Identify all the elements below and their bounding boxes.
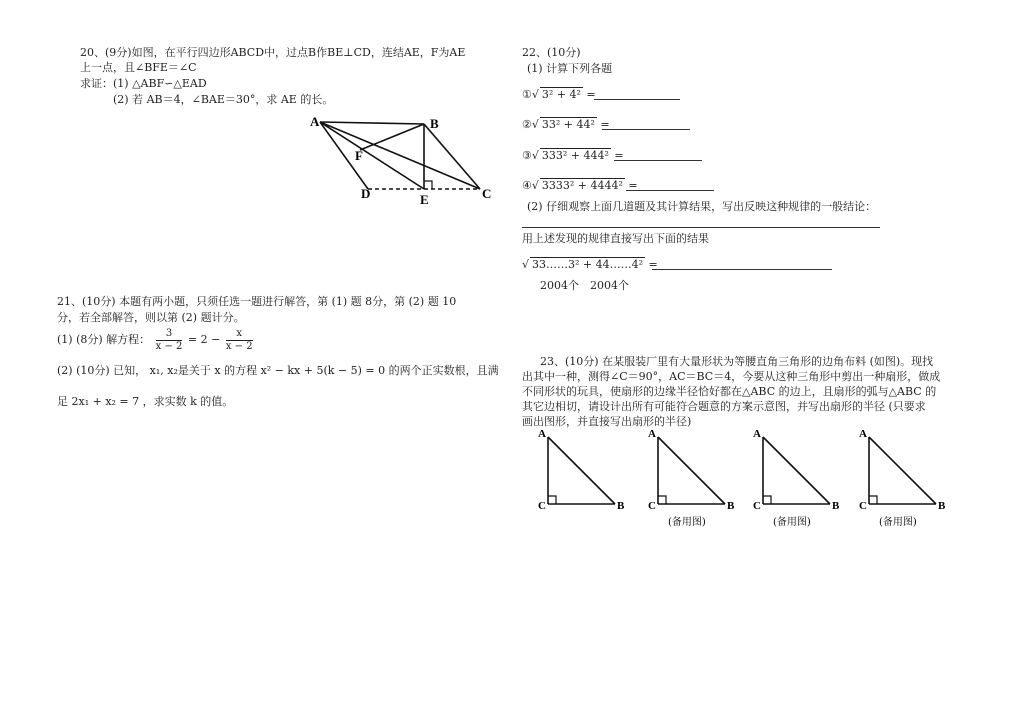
q20-line3: 求证：(1) △ABF∽△EAD (80, 77, 207, 90)
triangle-figure-3 (751, 425, 851, 530)
label-c: C (482, 186, 492, 201)
q20-line2: 上一点，且∠BFE＝∠C (80, 61, 197, 74)
label-c: C (648, 500, 656, 512)
label-a: A (648, 428, 656, 440)
radicand: 33² + 44² (541, 118, 595, 131)
answer-blank-3[interactable] (614, 160, 702, 161)
item-mark: ① (522, 88, 532, 101)
spare-figure-caption: (备用图) (773, 517, 811, 528)
label-a: A (753, 428, 761, 440)
q21-part1-prefix: (1) (8分) 解方程： (57, 333, 151, 346)
label-c: C (859, 500, 867, 512)
count-left: 2004个 (540, 279, 579, 292)
triangle-figure-2 (646, 425, 746, 530)
q20-line4: (2) 若 AB＝4，∠BAE＝30°，求 AE 的长。 (113, 93, 334, 106)
fraction-right-den: x − 2 (225, 340, 253, 352)
q22-sub1: (1) 计算下列各题 (527, 62, 613, 75)
q21-part1-mid: = 2 − (187, 333, 221, 346)
spare-figure-caption: (备用图) (879, 517, 917, 528)
label-a: A (538, 428, 546, 440)
label-b: B (727, 500, 735, 512)
right-angle-mark (424, 181, 432, 189)
fraction-right (226, 328, 253, 353)
fraction-left (156, 328, 183, 353)
label-b: B (430, 116, 439, 131)
segment-ae (320, 122, 424, 189)
label-c: C (538, 500, 546, 512)
equals-sign: = (586, 88, 596, 101)
final-answer-blank[interactable] (652, 269, 832, 270)
label-c: C (753, 500, 761, 512)
q22-item-3: ③√ 333² + 444² = (522, 149, 624, 162)
q22-item-1: ①√ 3² + 4² = (522, 88, 596, 101)
item-mark: ② (522, 118, 532, 131)
label-d: D (361, 186, 371, 201)
segment-bc (424, 124, 480, 189)
spare-figure-caption: (备用图) (668, 517, 706, 528)
fraction-right-num: x (226, 328, 253, 341)
q23-line1: 23、(10分) 在某服装厂里有大量形状为等腰直角三角形的边角布料 (如图)。现找 (540, 355, 934, 368)
triangle-figure-4 (857, 425, 957, 530)
q21-line2: 分，若全部解答，则以第 (2) 题计分。 (57, 311, 245, 324)
q21-line1: 21、(10分) 本题有两小题，只须任选一题进行解答，第 (1) 题 8分，第 (2) 题 10 (57, 295, 457, 308)
q21-part2-line1: (2) (10分) 已知， x₁, x₂是关于 x 的方程 x² − kx + 5(k − 5) = 0 的两个正实数根，且满 (57, 364, 499, 377)
label-b: B (617, 500, 625, 512)
item-mark: ③ (522, 149, 532, 162)
q22-sub3: 用上述发现的规律直接写出下面的结果 (522, 232, 709, 245)
segment-bf (360, 124, 424, 150)
label-f: F (355, 148, 363, 163)
label-a: A (310, 114, 320, 129)
fraction-left-den: x − 2 (155, 340, 183, 352)
answer-blank-4[interactable] (626, 190, 714, 191)
label-b: B (832, 500, 840, 512)
count-right: 2004个 (590, 279, 629, 292)
q23-line2: 出其中一种，测得∠C＝90°，AC＝BC＝4，今要从这种三角形中剪出一种扇形，做成 (522, 370, 941, 383)
q22-item-2: ②√ 33² + 44² = (522, 118, 610, 131)
label-b: B (938, 500, 946, 512)
q20-line1: 20、(9分)如图，在平行四边形ABCD中，过点B作BE⊥CD，连结AE，F为AE (80, 46, 466, 59)
answer-blank-1[interactable] (594, 99, 680, 100)
triangle-figure-1 (536, 425, 636, 525)
segment-ab (320, 122, 424, 124)
conclusion-blank[interactable] (522, 227, 880, 228)
item-mark: ④ (522, 179, 532, 192)
final-equals: = (648, 258, 658, 271)
final-radicand: 33……3² + 44……4² (532, 258, 644, 271)
equals-sign: = (628, 179, 638, 192)
radicand: 333² + 444² (541, 149, 609, 162)
label-e: E (420, 192, 429, 207)
fraction-left-num: 3 (156, 328, 183, 341)
q21-part2-line2: 足 2x₁ + x₂ = 7 ，求实数 k 的值。 (57, 395, 234, 408)
q23-line3: 不同形状的玩具，使扇形的边缘半径恰好都在△ABC 的边上，且扇形的弧与△ABC 的 (522, 385, 937, 398)
equals-sign: = (614, 149, 624, 162)
q23-line4: 其它边相切，请设计出所有可能符合题意的方案示意图，并写出扇形的半径 (只要求 (522, 400, 926, 413)
radicand: 3² + 4² (541, 88, 581, 101)
side-ab (548, 437, 615, 504)
q22-item-4: ④√ 3333² + 4444² = (522, 179, 638, 192)
q23-line5: 画出图形，并直接写出扇形的半径) (522, 415, 692, 428)
q22-final-expression: √ 33……3² + 44……4² = (522, 258, 658, 271)
label-a: A (859, 428, 867, 440)
answer-blank-2[interactable] (602, 129, 690, 130)
parallelogram-figure (306, 112, 506, 207)
q22-title: 22、(10分) (522, 46, 581, 59)
q22-sub2: (2) 仔细观察上面几道题及其计算结果，写出反映这种规律的一般结论： (527, 200, 877, 213)
right-angle-mark (548, 496, 556, 504)
q21-part1 (57, 327, 255, 353)
equals-sign: = (600, 118, 610, 131)
radicand: 3333² + 4444² (541, 179, 623, 192)
